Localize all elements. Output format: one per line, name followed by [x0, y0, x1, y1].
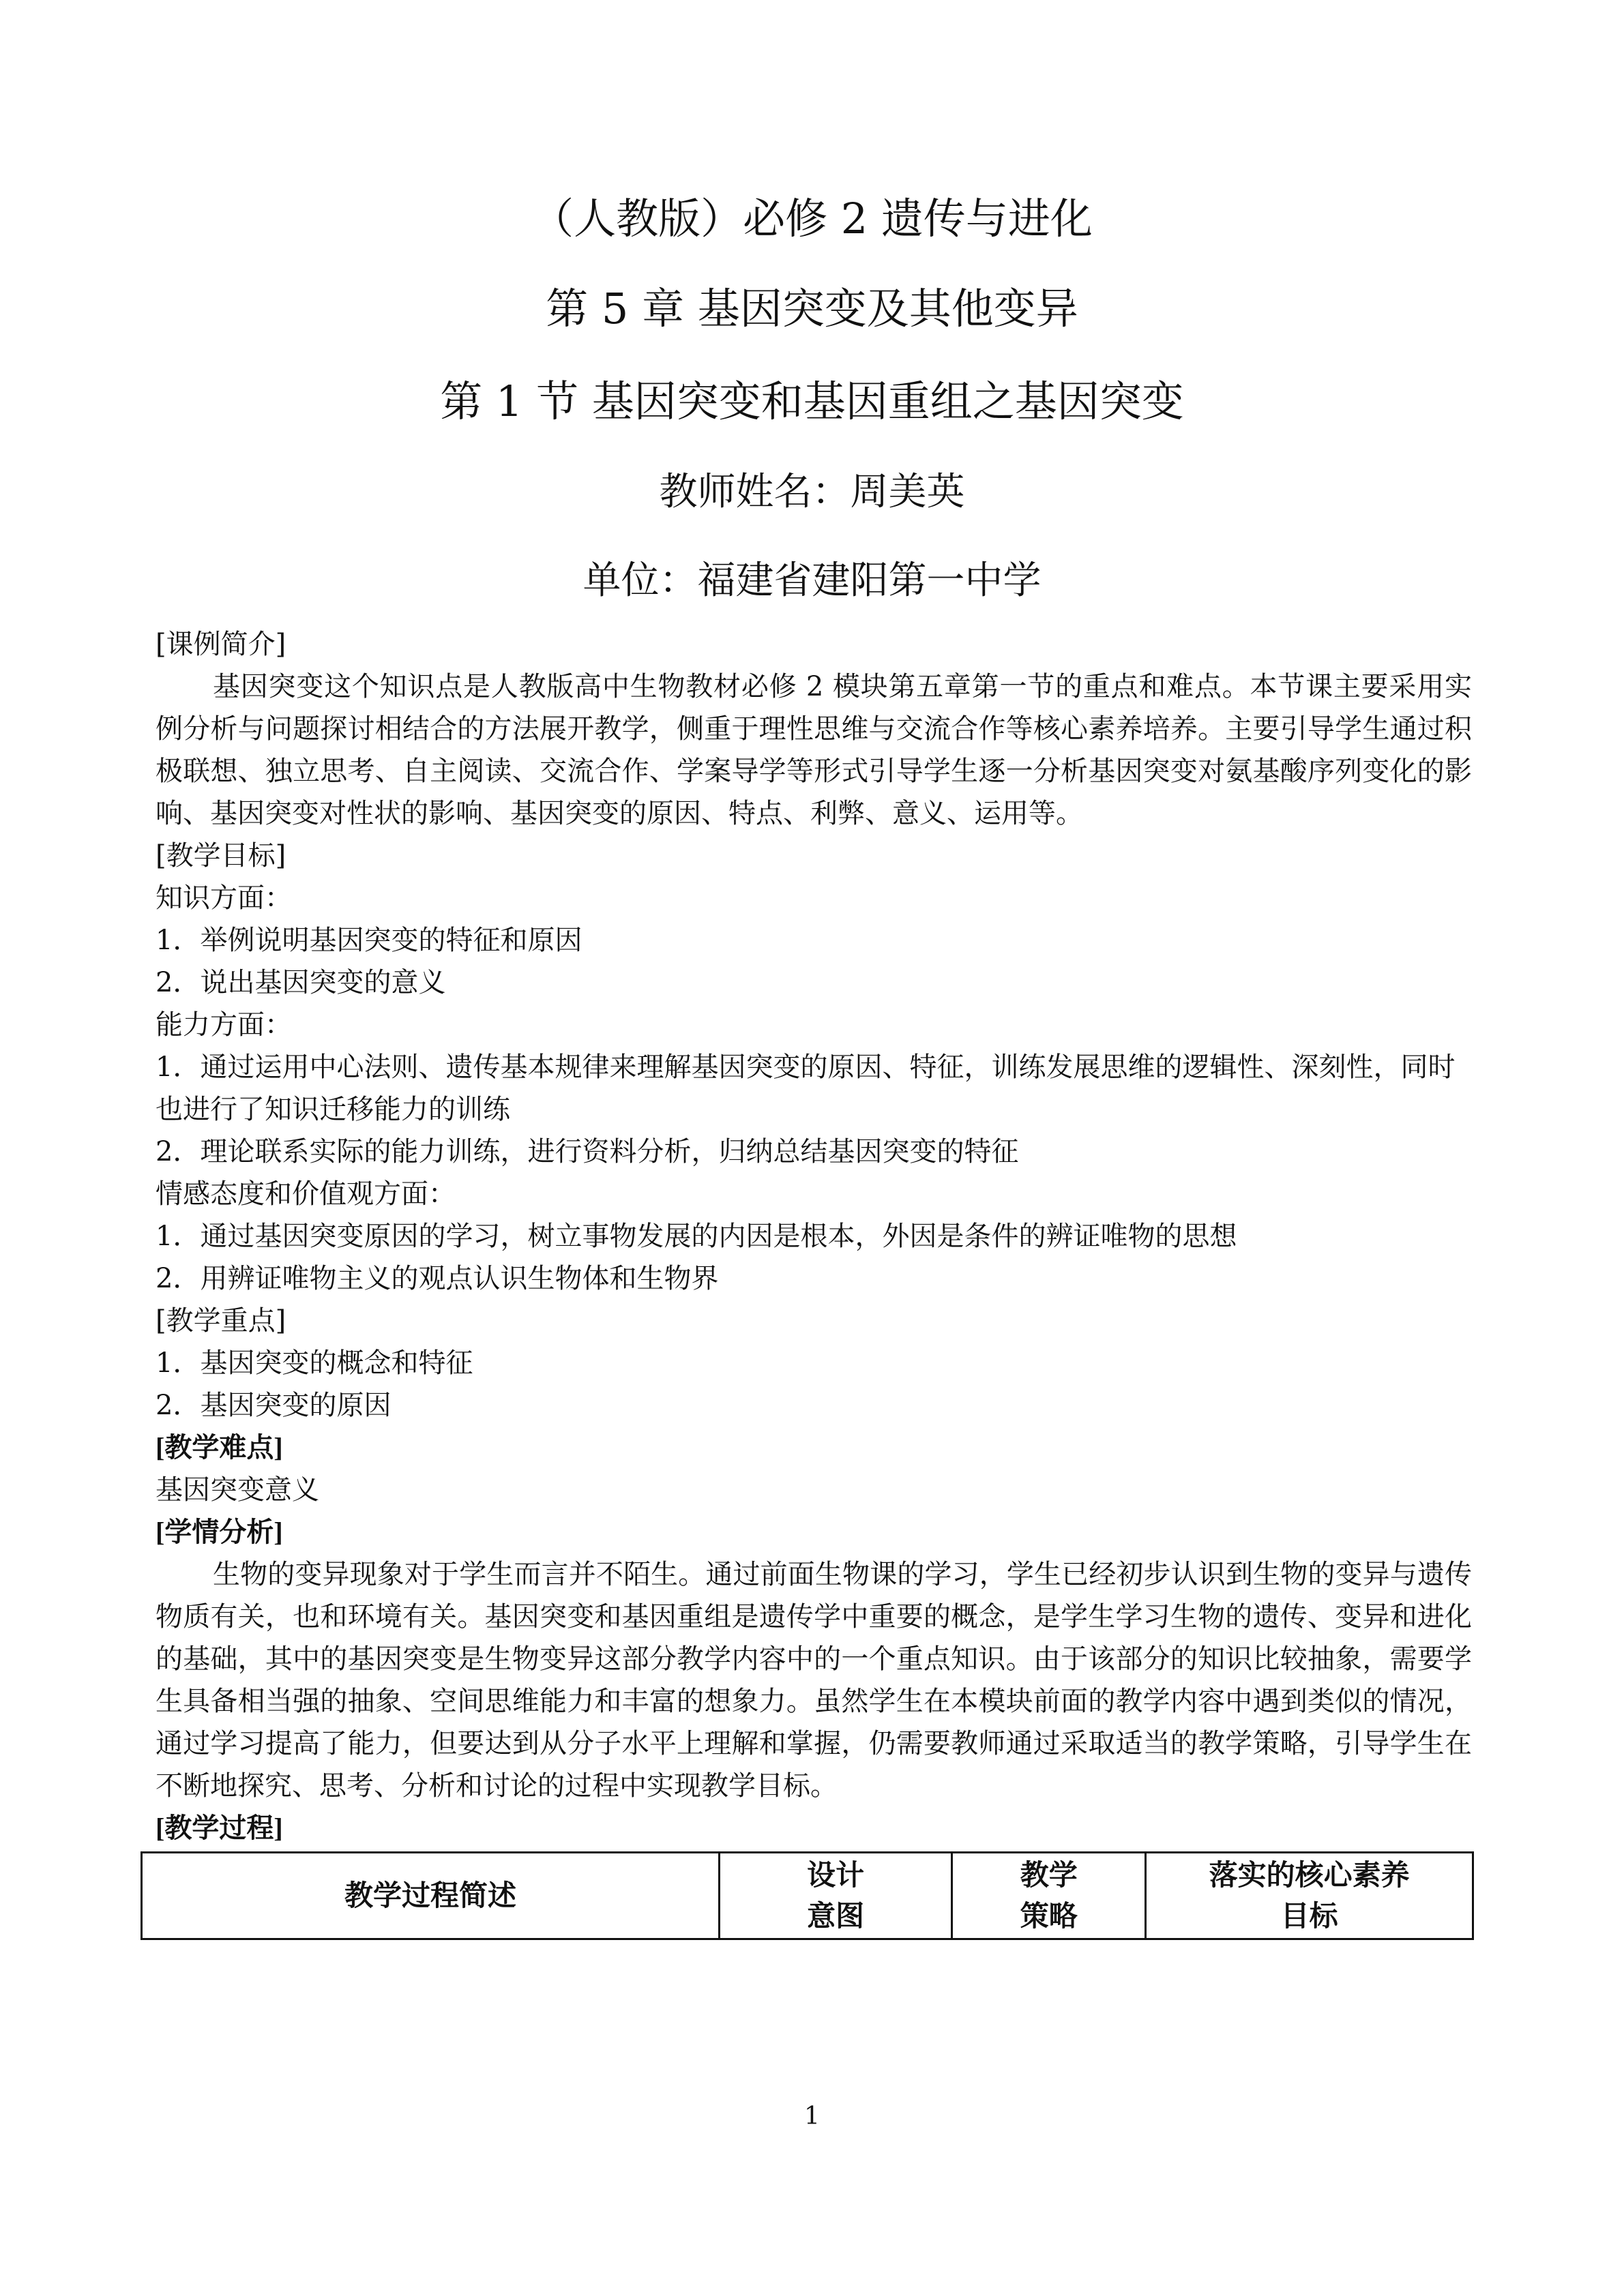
- key-point-item: 2．基因突变的原因: [156, 1390, 392, 1421]
- header-core-literacy: [1146, 1853, 1473, 1939]
- key-point-item: 1．基因突变的概念和特征: [156, 1347, 473, 1379]
- process-heading: [教学过程]: [156, 1813, 283, 1843]
- header-design-intent: [719, 1853, 951, 1939]
- intro-paragraph: 基因突变这个知识点是人教版高中生物教材必修 2 模块第五章第一节的重点和难点。本节课主要采用实例分析与问题探讨相结合的方法展开教学，侧重于理性思维与交流合作等核心素养培养。主要引导学生通过积极联想、独立思考、自主阅读、交流合作、学案导学等形式引导学生逐一分析基因突变对氨基酸序列变化的影响、基因突变对性状的影响、基因突变的原因、特点、利弊、意义、运用等。: [156, 671, 1472, 829]
- analysis-heading: [学情分析]: [156, 1517, 283, 1547]
- teaching-process-table: [141, 1851, 1474, 1940]
- difficulties-heading: [教学难点]: [156, 1432, 283, 1463]
- header-core-literacy-line2: 目标: [1280, 1899, 1338, 1933]
- ability-item: 2．理论联系实际的能力训练，进行资料分析，归纳总结基因突变的特征: [156, 1136, 1019, 1167]
- document-body: [156, 623, 1472, 1849]
- textbook-title: （人教版）必修 2 遗传与进化: [531, 194, 1093, 243]
- title-block: [0, 194, 1624, 603]
- key-points-heading: [教学重点]: [156, 1305, 286, 1337]
- ability-label: 能力方面：: [156, 1009, 292, 1041]
- table-header-row: [142, 1853, 1473, 1939]
- header-process-summary: [142, 1853, 720, 1939]
- teacher-name: 教师姓名：周美英: [659, 470, 965, 514]
- emotion-label: 情感态度和价值观方面：: [156, 1178, 456, 1210]
- header-core-literacy-line1: 落实的核心素养: [1209, 1858, 1410, 1892]
- emotion-item: 2．用辨证唯物主义的观点认识生物体和生物界: [156, 1263, 719, 1294]
- emotion-item: 1．通过基因突变原因的学习，树立事物发展的内因是根本，外因是条件的辨证唯物的思想: [156, 1221, 1237, 1252]
- header-teaching-strategy: [952, 1853, 1146, 1939]
- analysis-paragraph: 生物的变异现象对于学生而言并不陌生。通过前面生物课的学习，学生已经初步认识到生物的变异与遗传物质有关，也和环境有关。基因突变和基因重组是遗传学中重要的概念，是学生学习生物的遗传、变异和进化的基础，其中的基因突变是生物变异这部分教学内容中的一个重点知识。由于该部分的知识比较抽象，需要学生具备相当强的抽象、空间思维能力和丰富的想象力。虽然学生在本模块前面的教学内容中遇到类似的情况，通过学习提高了能力，但要达到从分子水平上理解和掌握，仍需要教师通过采取适当的教学策略，引导学生在不断地探究、思考、分析和讨论的过程中实现教学目标。: [156, 1559, 1472, 1802]
- section-title: 第 1 节 基因突变和基因重组之基因突变: [440, 376, 1184, 426]
- header-process-summary-text: 教学过程简述: [344, 1879, 516, 1912]
- page-number: 1: [804, 2102, 820, 2130]
- goals-heading: [教学目标]: [156, 840, 286, 871]
- header-teaching-strategy-line2: 策略: [1020, 1899, 1078, 1933]
- knowledge-label: 知识方面：: [156, 882, 292, 914]
- chapter-title: 第 5 章 基因突变及其他变异: [546, 284, 1078, 333]
- header-teaching-strategy-line1: 教学: [1020, 1858, 1078, 1892]
- difficulties-text: 基因突变意义: [156, 1474, 319, 1506]
- knowledge-item: 1．举例说明基因突变的特征和原因: [156, 925, 582, 956]
- intro-heading: [课例简介]: [156, 629, 286, 660]
- header-design-intent-line2: 意图: [807, 1899, 865, 1933]
- header-design-intent-line1: 设计: [807, 1858, 865, 1892]
- ability-item: 1．通过运用中心法则、遗传基本规律来理解基因突变的原因、特征，训练发展思维的逻辑性、深刻性，同时也进行了知识迁移能力的训练: [156, 1052, 1456, 1125]
- knowledge-item: 2．说出基因突变的意义: [156, 967, 446, 998]
- teacher-unit: 单位：福建省建阳第一中学: [582, 558, 1042, 603]
